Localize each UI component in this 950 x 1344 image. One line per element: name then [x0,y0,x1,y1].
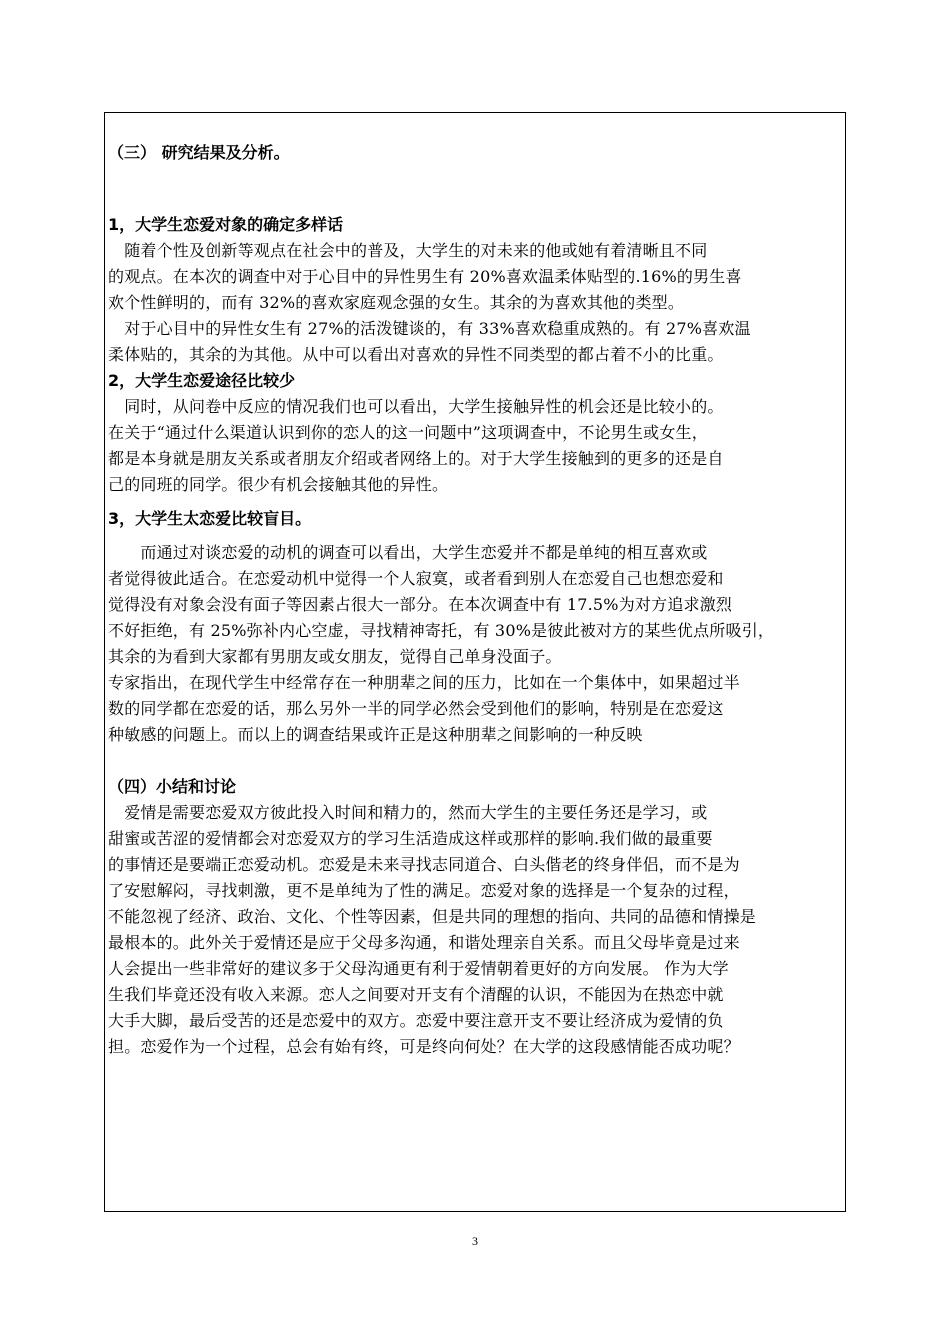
paragraph-line: 人会提出一些非常好的建议多于父母沟通更有利于爱情朝着更好的方向发展。 作为大学 [108,959,729,978]
page-number: 3 [472,1234,478,1248]
paragraph-line: 不好拒绝，有 25%弥补内心空虚，寻找精神寄托，有 30%是彼此被对方的某些优点所吸引， [108,621,775,640]
paragraph-line: 己的同班的同学。很少有机会接触其他的异性。 [108,475,449,494]
subsection-2-title: 2，大学生恋爱途径比较少 [108,371,296,390]
paragraph-line: 不能忽视了经济、政治、文化、个性等因素，但是共同的理想的指向、共同的品德和情操是 [108,907,757,926]
paragraph-line: 了安慰解闷，寻找刺激，更不是单纯为了性的满足。恋爱对象的选择是一个复杂的过程， [108,881,740,900]
paragraph-line: 种敏感的问题上。而以上的调查结果或许正是这种朋辈之间影响的一种反映 [108,725,643,744]
paragraph-line: 同时，从问卷中反应的情况我们也可以看出，大学生接触异性的机会还是比较小的。 [108,397,724,416]
paragraph-line: 而通过对谈恋爱的动机的调查可以看出，大学生恋爱并不都是单纯的相互喜欢或 [108,543,708,562]
paragraph-line: 随着个性及创新等观点在社会中的普及，大学生的对未来的他或她有着清晰且不同 [108,241,708,260]
paragraph-line: 觉得没有对象会没有面子等因素占很大一部分。在本次调查中有 17.5%为对方追求激烈 [108,595,733,614]
paragraph-line: 者觉得彼此适合。在恋爱动机中觉得一个人寂寞，或者看到别人在恋爱自己也想恋爱和 [108,569,724,588]
paragraph-line: 最根本的。此外关于爱情还是应于父母多沟通，和谐处理亲自关系。而且父母毕竟是过来 [108,933,740,952]
paragraph-line: 爱情是需要恋爱双方彼此投入时间和精力的，然而大学生的主要任务还是学习，或 [108,803,708,822]
paragraph-line: 欢个性鲜明的，而有 32%的喜欢家庭观念强的女生。其余的为喜欢其他的类型。 [108,293,685,312]
paragraph-line: 生我们毕竟还没有收入来源。恋人之间要对开支有个清醒的认识，不能因为在热恋中就 [108,985,724,1004]
paragraph-line: 其余的为看到大家都有男朋友或女朋友，觉得自己单身没面子。 [108,647,562,666]
paragraph-line: 甜蜜或苦涩的爱情都会对恋爱双方的学习生活造成这样或那样的影响.我们做的最重要 [108,829,713,848]
paragraph-line: 对于心目中的异性女生有 27%的活泼键谈的，有 33%喜欢稳重成熟的。有 27%喜欢温 [108,319,751,338]
paragraph-line: 的事情还是要端正恋爱动机。恋爱是未来寻找志同道合、白头偕老的终身伴侣，而不是为 [108,855,740,874]
document-body [108,140,842,1060]
paragraph-line: 专家指出，在现代学生中经常存在一种朋辈之间的压力，比如在一个集体中，如果超过半 [108,673,740,692]
paragraph-line: 在关于“通过什么渠道认识到你的恋人的这一问题中”这项调查中，不论男生或女生， [108,423,708,442]
subsection-1-title: 1，大学生恋爱对象的确定多样话 [108,215,344,234]
paragraph-line: 担。恋爱作为一个过程，总会有始有终，可是终向何处？在大学的这段感情能否成功呢？ [108,1037,740,1056]
paragraph-line: 的观点。在本次的调查中对于心目中的异性男生有 20%喜欢温柔体贴型的.16%的男生喜 [108,267,742,286]
paragraph-line: 大手大脚，最后受苦的还是恋爱中的双方。恋爱中要注意开支不要让经济成为爱情的负 [108,1011,724,1030]
paragraph-line: 柔体贴的，其余的为其他。从中可以看出对喜欢的异性不同类型的都占着不小的比重。 [108,345,724,364]
paragraph-line: 都是本身就是朋友关系或者朋友介绍或者网络上的。对于大学生接触到的更多的还是自 [108,449,724,468]
subsection-3-title: 3，大学生太恋爱比较盲目。 [108,509,312,528]
section-3-title: （三） 研究结果及分析。 [108,143,290,162]
section-4-title: （四）小结和讨论 [108,777,237,796]
paragraph-line: 数的同学都在恋爱的话，那么另外一半的同学必然会受到他们的影响，特别是在恋爱这 [108,699,724,718]
